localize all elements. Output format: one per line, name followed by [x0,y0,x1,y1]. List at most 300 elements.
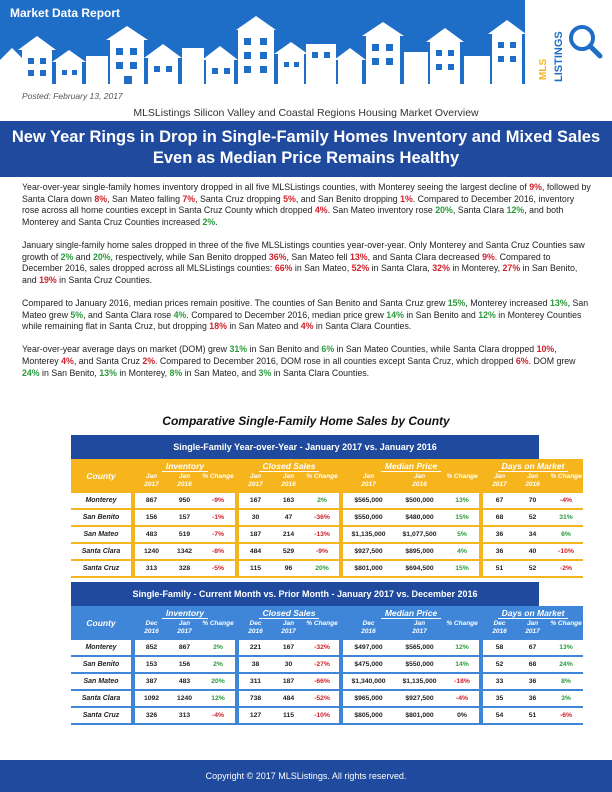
paragraph-text: , San Mateo fell [286,251,351,262]
month-over-month-table [71,582,582,725]
report-title: Market Data Report [10,6,121,20]
group-header-label: Inventory [162,461,208,472]
paragraph-text: , and San Benito dropping [295,193,401,204]
value-cell: $927,500 [394,691,445,708]
highlighted-percent: 6% [321,344,335,355]
period-year: 2016 [492,627,507,635]
period-b-header [168,620,201,640]
percent-change-cell: 4% [445,544,479,561]
value-cell: $965,000 [343,691,394,708]
headline-line-1: New Year Rings in Drop in Single-Family Homes Inventory and Mixed Sales [11,128,601,146]
table-title: Single-Family Year-over-Year - January 2017 vs. January 2016 [71,435,539,459]
change-header: % Change [202,473,234,480]
county-name: Santa Clara [71,544,131,561]
group-header [239,606,339,620]
period-month: Jan [249,473,262,480]
period-b-header [516,473,549,493]
highlighted-percent: 5% [70,309,84,320]
group-header [483,459,583,473]
headline-line-2: Even as Median Price Remains Healthy [152,149,460,167]
value-cell: 47 [272,510,305,527]
value-cell: 153 [135,657,168,674]
paragraph-text: . Compared to December 2016, inventory rose across all home counties except in Santa Cruz County which dropped [22,193,575,216]
value-cell: 58 [483,640,516,657]
group-header-label: Days on Market [498,608,569,619]
value-cell: $694,500 [394,561,445,578]
highlighted-percent: 24% [22,367,40,378]
value-cell: $480,000 [394,510,445,527]
group-header [343,459,479,473]
period-month: Jan [526,620,539,627]
highlighted-percent: 19% [39,274,57,285]
overview-subtitle: MLSListings Silicon Valley and Coastal Regions Housing Market Overview [133,107,479,119]
paragraph-text: . Compared to December 2016, sales dropped across all MLSListings counties: [22,251,551,274]
highlighted-percent: 9% [529,182,542,192]
county-name: Monterey [71,640,131,657]
copyright-footer: Copyright © 2017 MLSListings. All rights reserved. [0,760,612,792]
value-cell: 950 [168,493,201,510]
percent-change-cell: -52% [305,691,339,708]
paragraph-text: , Monterey [22,344,557,366]
data-table [71,606,583,725]
value-cell: 67 [483,493,516,510]
value-cell: 214 [272,527,305,544]
percent-change-cell: 5% [445,527,479,544]
paragraph-text: in San Benito, [39,367,100,378]
period-year: 2016 [525,480,540,488]
percent-change-cell: 6% [549,527,583,544]
value-cell: $565,000 [343,493,394,510]
period-a-header [483,620,516,640]
value-cell: 70 [516,493,549,510]
value-cell: $475,000 [343,657,394,674]
percent-change-cell: -1% [201,510,235,527]
value-cell: 115 [272,708,305,725]
period-a-header [343,473,394,493]
percent-change-cell: -5% [201,561,235,578]
percent-change-cell: 24% [549,657,583,674]
period-year: 2017 [412,627,427,635]
value-cell: 30 [239,510,272,527]
group-header [483,606,583,620]
paragraph-text: . DOM grew [528,355,576,366]
period-b-header [272,473,305,493]
value-cell: 36 [516,674,549,691]
period-year: 2016 [177,480,192,488]
table-row [71,657,583,674]
value-cell: $1,135,000 [394,674,445,691]
paragraph-text: Year-over-year single-family homes inventory dropped in all five MLSListings counties, with Monterey seeing the largest decline of [22,182,530,192]
period-year: 2017 [248,480,263,488]
highlighted-percent: 2% [60,251,74,262]
paragraph-text: , Santa Cruz dropping [195,193,284,204]
percent-change-cell: -27% [305,657,339,674]
value-cell: 483 [135,527,168,544]
highlighted-percent: 13% [350,251,368,262]
highlighted-percent: 13% [549,297,568,308]
county-name: Santa Cruz [71,708,131,725]
article-paragraph [22,240,592,286]
value-cell: $550,000 [394,657,445,674]
value-cell: 187 [239,527,272,544]
period-year: 2017 [525,627,540,635]
period-a-header [239,620,272,640]
period-month: Dec [249,620,262,627]
highlighted-percent: 4% [173,309,187,320]
county-name: Monterey [71,493,131,510]
highlighted-percent: 66% [274,263,293,274]
value-cell: 115 [239,561,272,578]
article-paragraph [22,344,592,379]
paragraph-text: , followed by Santa Clara down [22,182,591,204]
value-cell: $1,340,000 [343,674,394,691]
percent-change-cell: 2% [201,657,235,674]
highlighted-percent: 8% [94,193,108,204]
change-header: % Change [550,473,582,480]
table-title: Single-Family - Current Month vs. Prior Month - January 2017 vs. December 2016 [71,582,539,606]
highlighted-percent: 20% [435,205,453,216]
svg-text:LISTINGS: LISTINGS [553,31,565,82]
table-heading: Comparative Single-Family Home Sales by County [162,414,450,428]
period-year: 2016 [248,627,263,635]
period-year: 2017 [361,480,376,488]
highlighted-percent: 20% [92,251,111,262]
group-header-label: Inventory [162,608,208,619]
value-cell: 163 [272,493,305,510]
paragraph-text: , Monterey increased [465,297,550,308]
county-name: Santa Clara [71,691,131,708]
value-cell: 1342 [168,544,201,561]
period-year: 2016 [361,627,376,635]
period-a-header [239,473,272,493]
percent-change-cell: -6% [549,708,583,725]
period-month: Jan [145,473,158,480]
highlighted-percent: 4% [300,321,314,332]
period-a-header [135,620,168,640]
period-year: 2017 [177,627,192,635]
value-cell: $1,077,500 [394,527,445,544]
value-cell: 326 [135,708,168,725]
period-b-header [168,473,201,493]
change-header: % Change [550,620,582,627]
value-cell: 1092 [135,691,168,708]
county-name: San Mateo [71,674,131,691]
percent-change-cell: 12% [445,640,479,657]
county-name: San Benito [71,510,131,527]
value-cell: 187 [272,674,305,691]
value-cell: 328 [168,561,201,578]
group-header-label: Days on Market [498,461,569,472]
article-paragraph [22,298,592,333]
highlighted-percent: 8% [169,367,183,378]
paragraph-text: in San Benito and [403,309,479,320]
group-header-label: Closed Sales [259,461,320,472]
percent-change-cell: -36% [305,510,339,527]
paragraph-text: , Santa Clara [452,205,507,216]
value-cell: 67 [516,640,549,657]
value-cell: 68 [516,657,549,674]
table-row [71,561,583,578]
period-month: Jan [493,473,506,480]
group-header-label: Closed Sales [259,608,320,619]
period-month: Jan [413,473,426,480]
group-header [135,459,235,473]
value-cell: 34 [516,527,549,544]
period-month: Jan [413,620,426,627]
period-year: 2016 [412,480,427,488]
period-year: 2017 [281,627,296,635]
paragraph-text: in Santa Clara, [369,263,433,274]
period-month: Jan [178,620,191,627]
paragraph-text: in Santa Cruz Counties. [56,274,153,285]
group-header [135,606,235,620]
article-body [22,182,592,391]
percent-change-cell: -66% [305,674,339,691]
value-cell: 221 [239,640,272,657]
percent-change-cell: -7% [201,527,235,544]
table-row [71,708,583,725]
value-cell: 52 [516,510,549,527]
value-cell: 40 [516,544,549,561]
percent-change-cell: -4% [549,493,583,510]
value-cell: 36 [516,691,549,708]
percent-change-cell: 20% [201,674,235,691]
value-cell: 311 [239,674,272,691]
value-cell: 484 [272,691,305,708]
sub-header-row [71,473,583,493]
county-name: San Mateo [71,527,131,544]
paragraph-text: in Monterey, [449,263,503,274]
period-year: 2017 [144,480,159,488]
period-b-header [394,620,445,640]
highlighted-percent: 2% [142,355,156,366]
highlighted-percent: 4% [61,355,74,366]
svg-text:MLS: MLS [538,58,549,80]
paragraph-text: and [73,251,93,262]
percent-change-cell: 3% [549,691,583,708]
highlighted-percent: 9% [482,251,495,262]
value-cell: 36 [483,544,516,561]
paragraph-text: Compared to January 2016, median prices remain positive. The counties of San Benito and Santa Cruz grew [22,297,448,308]
percent-change-cell: -9% [201,493,235,510]
value-cell: 867 [135,493,168,510]
value-cell: 127 [239,708,272,725]
value-cell: 52 [483,657,516,674]
paragraph-text: in San Benito and [247,344,322,355]
mlslistings-logo [532,14,608,84]
county-column-header: County [86,471,116,481]
period-b-header [516,620,549,640]
value-cell: 519 [168,527,201,544]
period-b-header [394,473,445,493]
period-month: Jan [178,473,191,480]
paragraph-text: Year-over-year average days on market (DOM) grew [22,344,230,355]
period-month: Jan [362,473,375,480]
value-cell: 54 [483,708,516,725]
table-row [71,493,583,510]
value-cell: 483 [168,674,201,691]
period-b-header [272,620,305,640]
paragraph-text: , San Mateo falling [107,193,183,204]
percent-change-cell: -10% [305,708,339,725]
percent-change-cell: -2% [549,561,583,578]
value-cell: 156 [168,657,201,674]
paragraph-text: , and Santa Clara decreased [367,251,483,262]
value-cell: 51 [483,561,516,578]
highlighted-percent: 2% [202,216,216,227]
highlighted-percent: 36% [268,251,287,262]
value-cell: 484 [239,544,272,561]
county-column-header: County [86,618,116,628]
value-cell: 156 [135,510,168,527]
value-cell: 96 [272,561,305,578]
value-cell: 852 [135,640,168,657]
paragraph-text: , San Mateo grew [22,297,589,320]
group-header [343,606,479,620]
article-paragraph [22,182,592,228]
period-year: 2016 [144,627,159,635]
paragraph-text: in San Benito, and [22,263,578,285]
change-header: % Change [202,620,234,627]
report-header [0,0,612,88]
highlighted-percent: 7% [182,193,196,204]
value-cell: 30 [272,657,305,674]
highlighted-percent: 12% [506,205,525,216]
paragraph-text: , respectively, while San Benito dropped [110,251,269,262]
value-cell: 738 [239,691,272,708]
paragraph-text: . Compared to December 2016, DOM rose in all counties except Santa Cruz, which dropped [155,355,516,366]
value-cell: 867 [168,640,201,657]
group-header-label: Median Price [381,608,441,619]
highlighted-percent: 32% [432,263,450,274]
period-a-header [343,620,394,640]
period-month: Dec [493,620,506,627]
value-cell: 387 [135,674,168,691]
table-row [71,510,583,527]
paragraph-text: . Compared to December 2016, median price grew [186,309,387,320]
paragraph-text: in San Mateo, [292,263,352,274]
value-cell: 529 [272,544,305,561]
period-month: Jan [282,620,295,627]
table-row [71,691,583,708]
period-month: Jan [282,473,295,480]
table-row [71,544,583,561]
value-cell: 35 [483,691,516,708]
highlighted-percent: 10% [536,344,555,355]
highlighted-percent: 18% [209,321,227,332]
value-cell: 1240 [135,544,168,561]
value-cell: 1240 [168,691,201,708]
data-table [71,459,583,578]
percent-change-cell: 31% [549,510,583,527]
period-a-header [483,473,516,493]
percent-change-cell: 15% [445,561,479,578]
paragraph-text: , and both Monterey and Santa Cruz Counties increased [22,205,564,227]
percent-change-cell: 2% [201,640,235,657]
paragraph-text: in Santa Clara Counties. [313,321,412,332]
posted-date: Posted: February 13, 2017 [22,91,123,101]
headline-banner [0,121,612,177]
group-header [239,459,339,473]
value-cell: 38 [239,657,272,674]
percent-change-cell: -13% [305,527,339,544]
percent-change-cell: -4% [445,691,479,708]
table-row [71,674,583,691]
value-cell: 167 [272,640,305,657]
highlighted-percent: 4% [314,205,328,216]
value-cell: 51 [516,708,549,725]
period-year: 2017 [492,480,507,488]
percent-change-cell: -18% [445,674,479,691]
highlighted-percent: 1% [400,193,413,204]
value-cell: 313 [168,708,201,725]
highlighted-percent: 13% [99,367,117,378]
percent-change-cell: -10% [549,544,583,561]
paragraph-text: in Santa Clara Counties. [271,367,370,378]
change-header: % Change [446,620,478,627]
table-row [71,640,583,657]
paragraph-text: . San Mateo inventory rose [327,205,436,216]
group-header-row [71,606,583,620]
paragraph-text: in Monterey Counties while remaining flat in Santa Cruz, but dropping [22,309,582,332]
highlighted-percent: 52% [351,263,370,274]
percent-change-cell: 12% [201,691,235,708]
period-month: Dec [145,620,158,627]
change-header: % Change [446,473,478,480]
percent-change-cell: 2% [305,493,339,510]
percent-change-cell: 8% [549,674,583,691]
percent-change-cell: 13% [445,493,479,510]
value-cell: $805,000 [343,708,394,725]
value-cell: 313 [135,561,168,578]
highlighted-percent: 14% [386,309,404,320]
sub-header-row [71,620,583,640]
paragraph-text: in San Mateo and [226,321,301,332]
value-cell: $565,000 [394,640,445,657]
value-cell: 157 [168,510,201,527]
year-over-year-table [71,435,582,578]
period-a-header [135,473,168,493]
percent-change-cell: -32% [305,640,339,657]
paragraph-text: January single-family home sales dropped in three of the five MLSListings counties year-over-year. Only Monterey and Santa Cruz Counties saw growth of [22,239,585,262]
county-name: San Benito [71,657,131,674]
value-cell: $927,500 [343,544,394,561]
highlighted-percent: 27% [502,263,521,274]
highlighted-percent: 12% [478,309,496,320]
paragraph-text: . [215,216,218,227]
value-cell: 36 [483,527,516,544]
period-year: 2016 [281,480,296,488]
highlighted-percent: 5% [283,193,296,204]
value-cell: 33 [483,674,516,691]
value-cell: 52 [516,561,549,578]
value-cell: $801,000 [343,561,394,578]
percent-change-cell: 13% [549,640,583,657]
paragraph-text: , and Santa Clara rose [83,309,174,320]
value-cell: $895,000 [394,544,445,561]
group-header-label: Median Price [381,461,441,472]
change-header: % Change [306,620,338,627]
highlighted-percent: 31% [229,344,248,355]
value-cell: $497,000 [343,640,394,657]
highlighted-percent: 3% [258,367,272,378]
highlighted-percent: 15% [447,297,466,308]
value-cell: $1,135,000 [343,527,394,544]
percent-change-cell: -9% [305,544,339,561]
percent-change-cell: -8% [201,544,235,561]
paragraph-text: in San Mateo Counties, while Santa Clara dropped [334,344,537,355]
county-name: Santa Cruz [71,561,131,578]
